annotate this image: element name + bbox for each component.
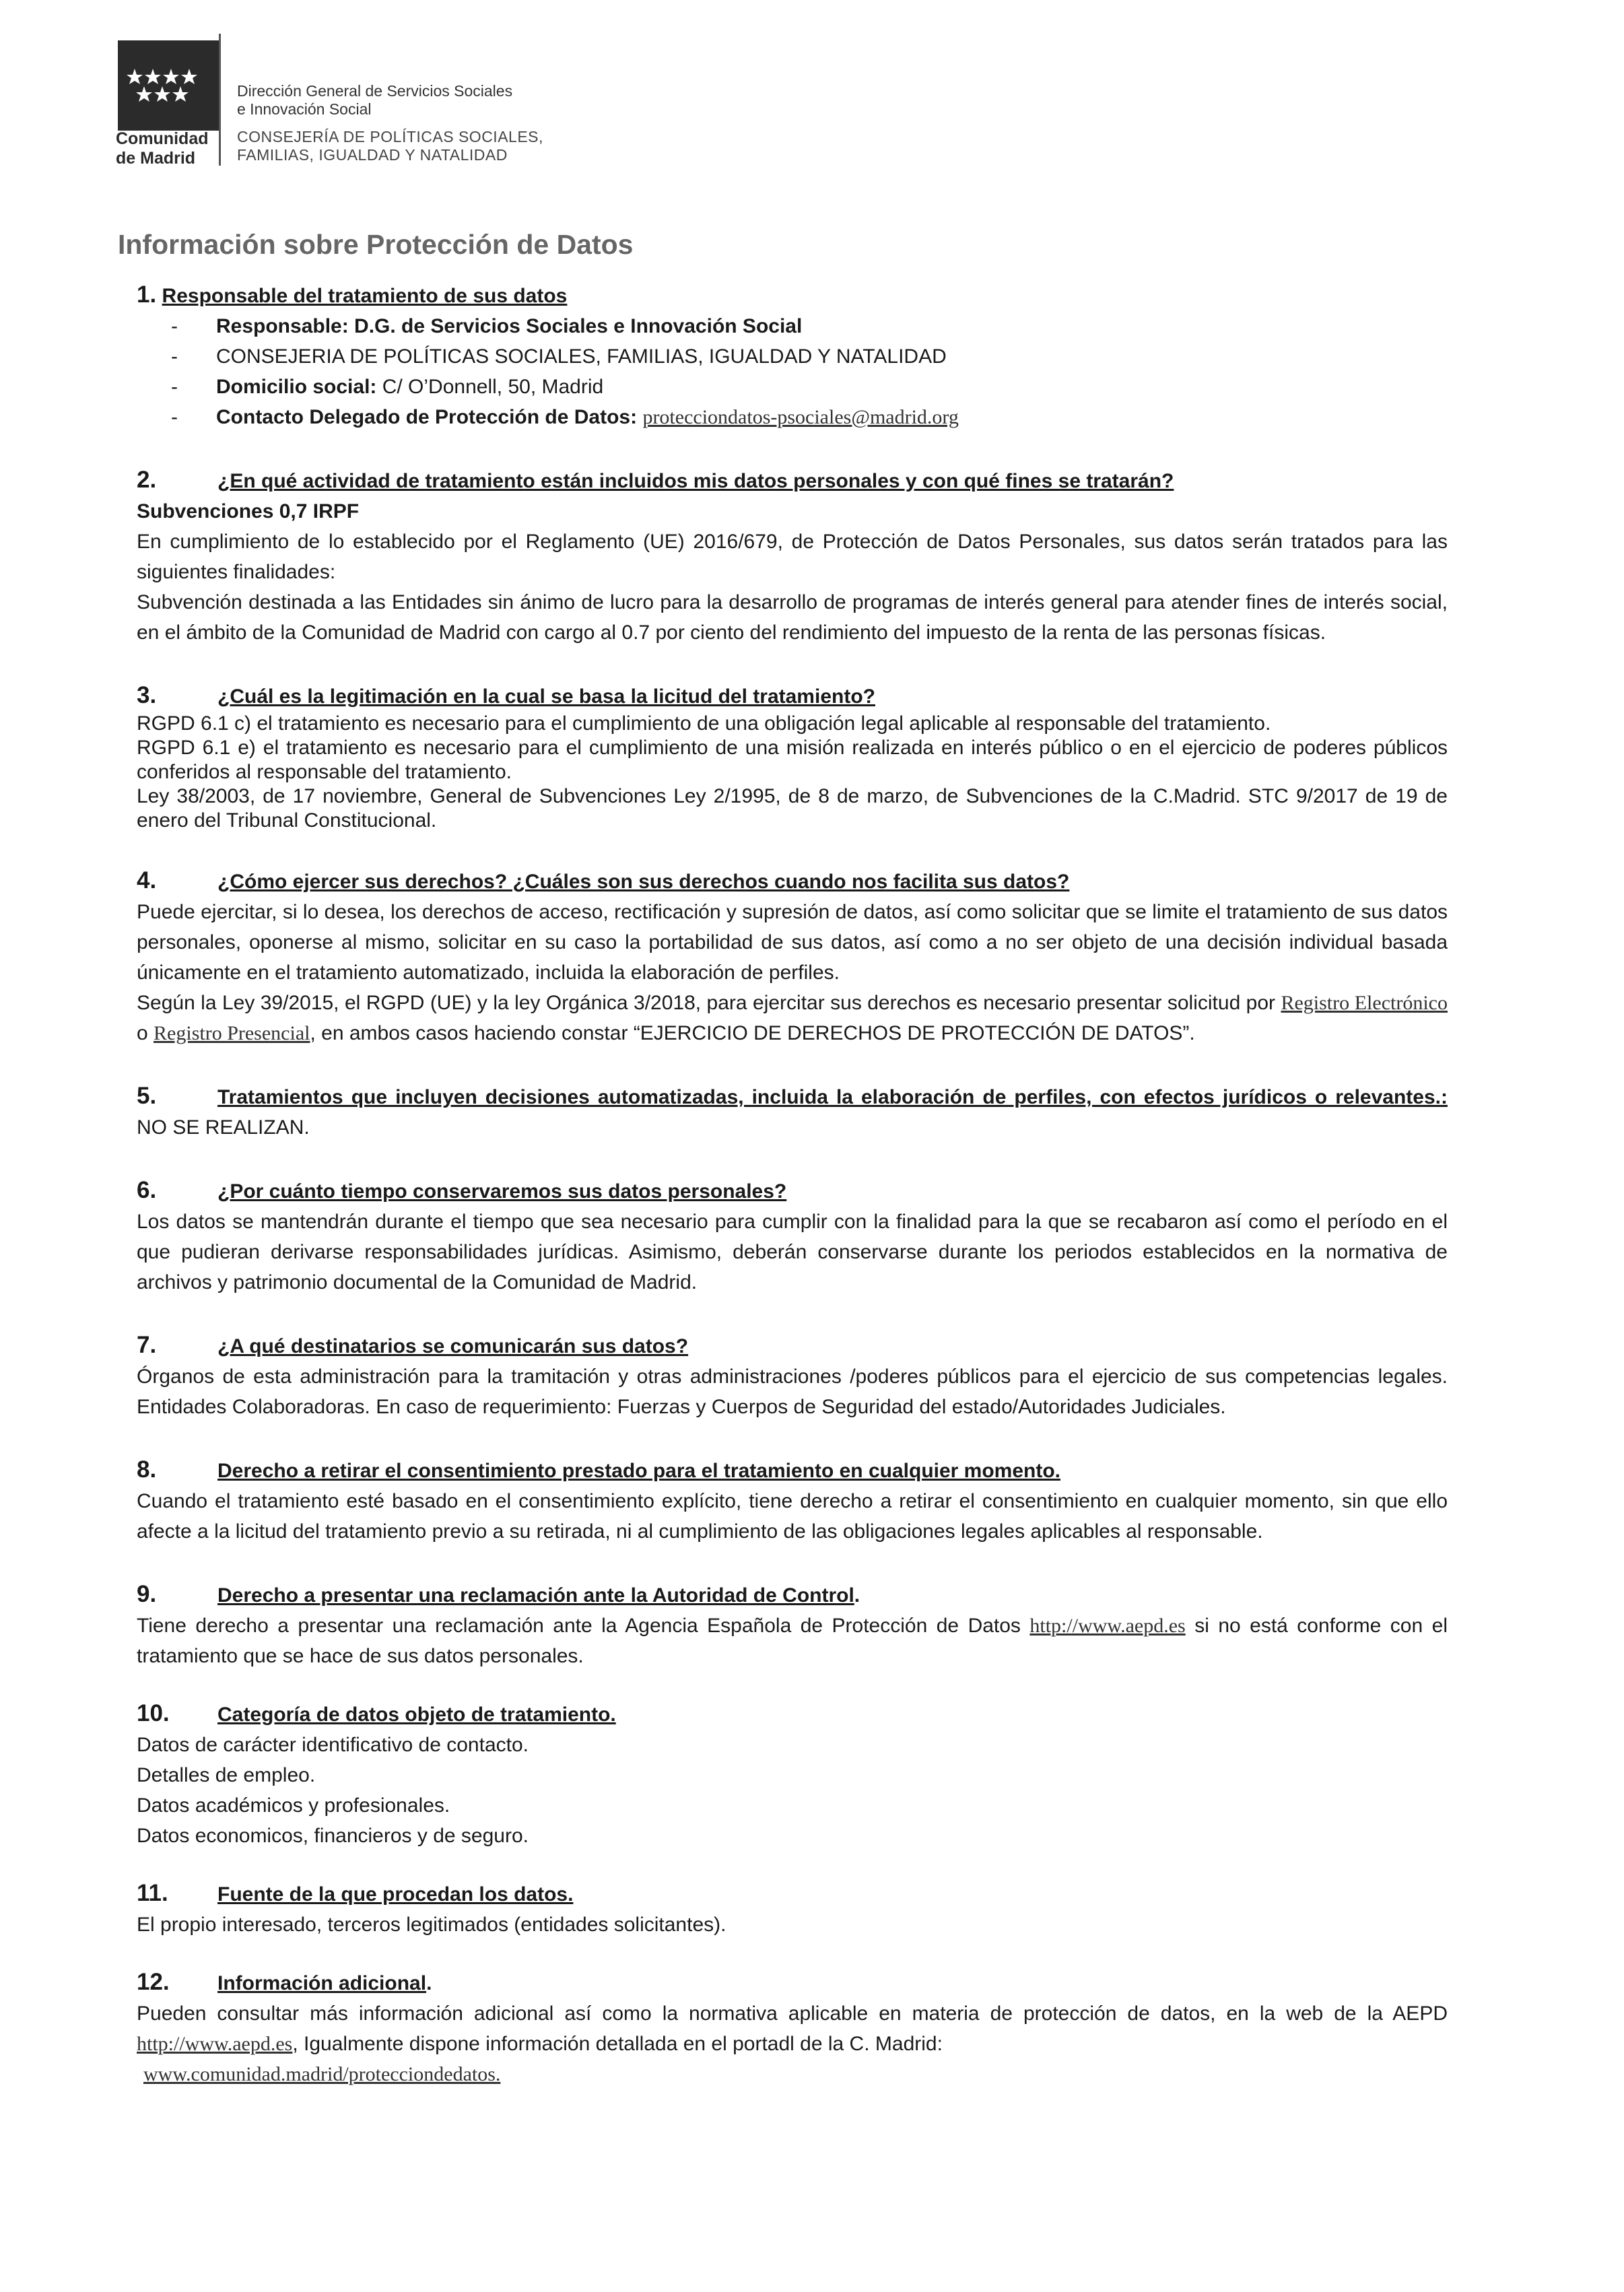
section-number: 2. — [137, 467, 157, 493]
section-title: Derecho a presentar una reclamación ante la Autoridad de Control — [217, 1584, 854, 1607]
section-8-heading — [137, 1454, 1448, 1486]
section-1-heading — [137, 279, 1448, 311]
star-icon — [172, 86, 189, 102]
address-label: Domicilio social: — [216, 376, 377, 398]
paragraph — [137, 1611, 1448, 1671]
dg-line2: e Innovación Social — [237, 100, 372, 118]
header-divider — [219, 34, 221, 166]
data-category-item: Detalles de empleo. — [137, 1764, 316, 1786]
activity-subtitle: Subvenciones 0,7 IRPF — [137, 500, 360, 523]
registro-presencial-link[interactable]: Registro Presencial — [154, 1022, 310, 1044]
dg-line1: Dirección General de Servicios Sociales — [237, 82, 513, 100]
section-title: ¿Cuál es la legitimación en la cual se basa la licitud del tratamiento? — [217, 685, 875, 708]
list-item — [171, 311, 1448, 341]
section-title: Tratamientos que incluyen decisiones automatizadas, incluida la elaboración de perfiles, con efectos jurídicos o relevantes.: — [217, 1086, 1448, 1108]
text-fragment: , Igualmente dispone información detallada en el portadl de la C. Madrid: — [292, 2033, 943, 2055]
text-fragment: Tiene derecho a presentar una reclamación ante la Agencia Española de Protección de Datos — [137, 1615, 1030, 1637]
paragraph: Ley 38/2003, de 17 noviembre, General de Subvenciones Ley 2/1995, de 8 de marzo, de Subvenciones de la C.Madrid. STC 9/2017 de 19 de enero del Tribunal Constitucional. — [137, 785, 1448, 832]
section-6-heading — [137, 1175, 1448, 1207]
paragraph: Órganos de esta administración para la tramitación y otras administraciones /poderes públicos para el ejercicio de sus competencias legales. Entidades Colaboradoras. En caso de requerimiento: Fuerzas y Cuerpos de Seguridad del estado/Autoridades Judiciales. — [137, 1366, 1448, 1418]
section-number: 5. — [137, 1083, 157, 1109]
section-value: NO SE REALIZAN. — [137, 1116, 310, 1139]
registro-electronico-link[interactable]: Registro Electrónico — [1281, 992, 1448, 1014]
section-number: 4. — [137, 867, 157, 894]
ministry-value: CONSEJERIA DE POLÍTICAS SOCIALES, FAMILIAS, IGUALDAD Y NATALIDAD — [216, 345, 947, 368]
section-12 — [137, 1967, 1448, 2089]
section-number: 3. — [137, 682, 157, 708]
aepd-link[interactable]: http://www.aepd.es — [1029, 1615, 1186, 1637]
section-title: ¿A qué destinatarios se comunicarán sus datos? — [217, 1335, 689, 1357]
paragraph: Puede ejercitar, si lo desea, los derechos de acceso, rectificación y supresión de datos, así como solicitar que se limite el tratamiento de sus datos personales, oponerse al mismo, solicitar en su caso la portabilidad de sus datos, así como a no ser objeto de una decisión individual basada únicamente en el tratamiento automatizado, incluida la elaboración de perfiles. — [137, 901, 1448, 984]
section-11-heading — [137, 1878, 1448, 1910]
star-icon — [181, 69, 197, 84]
section-7 — [137, 1330, 1448, 1422]
section-2 — [137, 465, 1448, 648]
dpo-email-link[interactable]: protecciondatos-psociales@madrid.org — [642, 406, 959, 428]
data-category-item: Datos de carácter identificativo de contacto. — [137, 1734, 529, 1756]
responsible-value: Responsable: D.G. de Servicios Sociales e Innovación Social — [216, 315, 803, 337]
section-number: 8. — [137, 1456, 157, 1483]
section-12-heading — [137, 1967, 1448, 1998]
section-2-heading — [137, 465, 1448, 496]
paragraph: RGPD 6.1 c) el tratamiento es necesario para el cumplimiento de una obligación legal aplicable al responsable del tratamiento. — [137, 712, 1271, 735]
paragraph — [137, 2059, 1448, 2089]
section-7-heading — [137, 1330, 1448, 1361]
responsible-list — [137, 311, 1448, 432]
paragraph: Subvención destinada a las Entidades sin ánimo de lucro para la desarrollo de programas de interés general para atender fines de interés social, en el ámbito de la Comunidad de Madrid con cargo al 0.7 por ciento del rendimiento del impuesto de la renta de las personas físicas. — [137, 591, 1448, 644]
text-fragment: Según la Ley 39/2015, el RGPD (UE) y la ley Orgánica 3/2018, para ejercitar sus derechos es necesario presentar solicitud por — [137, 992, 1281, 1014]
section-9 — [137, 1579, 1448, 1671]
paragraph: En cumplimiento de lo establecido por el Reglamento (UE) 2016/679, de Protección de Datos Personales, sus datos serán tratados para las siguientes finalidades: — [137, 531, 1448, 583]
address-value: C/ O’Donnell, 50, Madrid — [376, 376, 604, 398]
logo-text-line2: de Madrid — [116, 149, 196, 168]
title-period: . — [426, 1972, 432, 1994]
section-5 — [137, 1081, 1448, 1143]
section-title: Categoría de datos objeto de tratamiento. — [217, 1704, 616, 1726]
section-8 — [137, 1454, 1448, 1547]
list-item — [171, 341, 1448, 372]
section-number: 7. — [137, 1332, 157, 1358]
paragraph: Los datos se mantendrán durante el tiempo que sea necesario para cumplir con la finalidad para la que se recabaron así como el período en el que pudieran derivarse responsabilidades jurídicas. Asimismo, deberán conservarse durante los periodos establecidos en la normativa de archivos y patrimonio documental de la Comunidad de Madrid. — [137, 1211, 1448, 1293]
section-number: 12. — [137, 1969, 170, 1995]
section-6 — [137, 1175, 1448, 1297]
section-number: 11. — [137, 1880, 168, 1906]
section-3-heading — [137, 680, 1448, 712]
paragraph: RGPD 6.1 e) el tratamiento es necesario para el cumplimiento de una misión realizada en interés público o en el ejercicio de poderes públicos conferidos al responsable del tratamiento. — [137, 737, 1448, 783]
section-9-heading — [137, 1579, 1448, 1611]
logo-wordmark — [116, 129, 224, 168]
section-3 — [137, 680, 1448, 833]
logo-text-line1: Comunidad — [116, 129, 209, 148]
section-5-heading — [137, 1081, 1448, 1143]
section-11 — [137, 1878, 1448, 1940]
section-title: ¿Por cuánto tiempo conservaremos sus datos personales? — [217, 1180, 787, 1203]
data-category-item: Datos economicos, financieros y de seguro. — [137, 1825, 529, 1847]
directorate-name — [237, 82, 512, 119]
title-period: . — [854, 1584, 860, 1607]
text-fragment: si no está conforme con el tratamiento que se hace de sus datos personales. — [137, 1615, 1448, 1667]
star-icon — [154, 86, 170, 102]
comunidad-madrid-logo — [118, 40, 219, 131]
section-4-heading — [137, 865, 1448, 897]
text-fragment: o — [137, 1022, 154, 1044]
list-item — [171, 402, 1448, 432]
section-number: 10. — [137, 1700, 170, 1726]
comunidad-madrid-privacy-link[interactable]: www.comunidad.madrid/protecciondedatos. — [143, 2063, 501, 2085]
section-title: Información adicional — [217, 1972, 427, 1994]
paragraph — [137, 1998, 1448, 2059]
aepd-link[interactable]: http://www.aepd.es — [137, 2033, 293, 2055]
section-title: ¿Cómo ejercer sus derechos? ¿Cuáles son sus derechos cuando nos facilita sus datos? — [217, 871, 1070, 893]
ministry-name — [237, 128, 543, 164]
document-title: Información sobre Protección de Datos — [118, 229, 634, 260]
star-icon — [136, 86, 152, 102]
paragraph: Cuando el tratamiento esté basado en el consentimiento explícito, tiene derecho a retirar el consentimiento en cualquier momento, sin que ello afecte a la licitud del tratamiento previo a su retirada, ni al cumplimiento de las obligaciones legales aplicables al responsable. — [137, 1490, 1448, 1543]
star-icon — [145, 69, 161, 84]
data-category-item: Datos académicos y profesionales. — [137, 1794, 450, 1817]
section-number: 9. — [137, 1581, 157, 1607]
star-icon — [127, 69, 143, 84]
paragraph: El propio interesado, terceros legitimados (entidades solicitantes). — [137, 1914, 726, 1936]
stars-emblem-icon — [118, 40, 219, 131]
cons-line2: FAMILIAS, IGUALDAD Y NATALIDAD — [237, 146, 508, 164]
text-fragment: Pueden consultar más información adicional así como la normativa aplicable en materia de protección de datos, en la web de la AEPD — [137, 2002, 1448, 2025]
star-icon — [163, 69, 179, 84]
section-title: ¿En qué actividad de tratamiento están incluidos mis datos personales y con qué fines se tratarán? — [217, 470, 1174, 492]
section-title: Derecho a retirar el consentimiento prestado para el tratamiento en cualquier momento. — [217, 1460, 1061, 1482]
document-content — [137, 279, 1448, 2089]
paragraph — [137, 988, 1448, 1048]
dpo-label: Contacto Delegado de Protección de Datos: — [216, 406, 638, 428]
list-item — [171, 372, 1448, 402]
section-10 — [137, 1698, 1448, 1851]
section-number: 1. — [137, 281, 157, 308]
section-number: 6. — [137, 1177, 157, 1203]
section-4 — [137, 865, 1448, 1048]
text-fragment: , en ambos casos haciendo constar “EJERCICIO DE DERECHOS DE PROTECCIÓN DE DATOS”. — [310, 1022, 1195, 1044]
section-10-heading — [137, 1698, 1448, 1730]
section-title: Responsable del tratamiento de sus datos — [162, 285, 568, 307]
section-title: Fuente de la que procedan los datos. — [217, 1883, 574, 1906]
cons-line1: CONSEJERÍA DE POLÍTICAS SOCIALES, — [237, 128, 543, 145]
section-1 — [137, 279, 1448, 432]
